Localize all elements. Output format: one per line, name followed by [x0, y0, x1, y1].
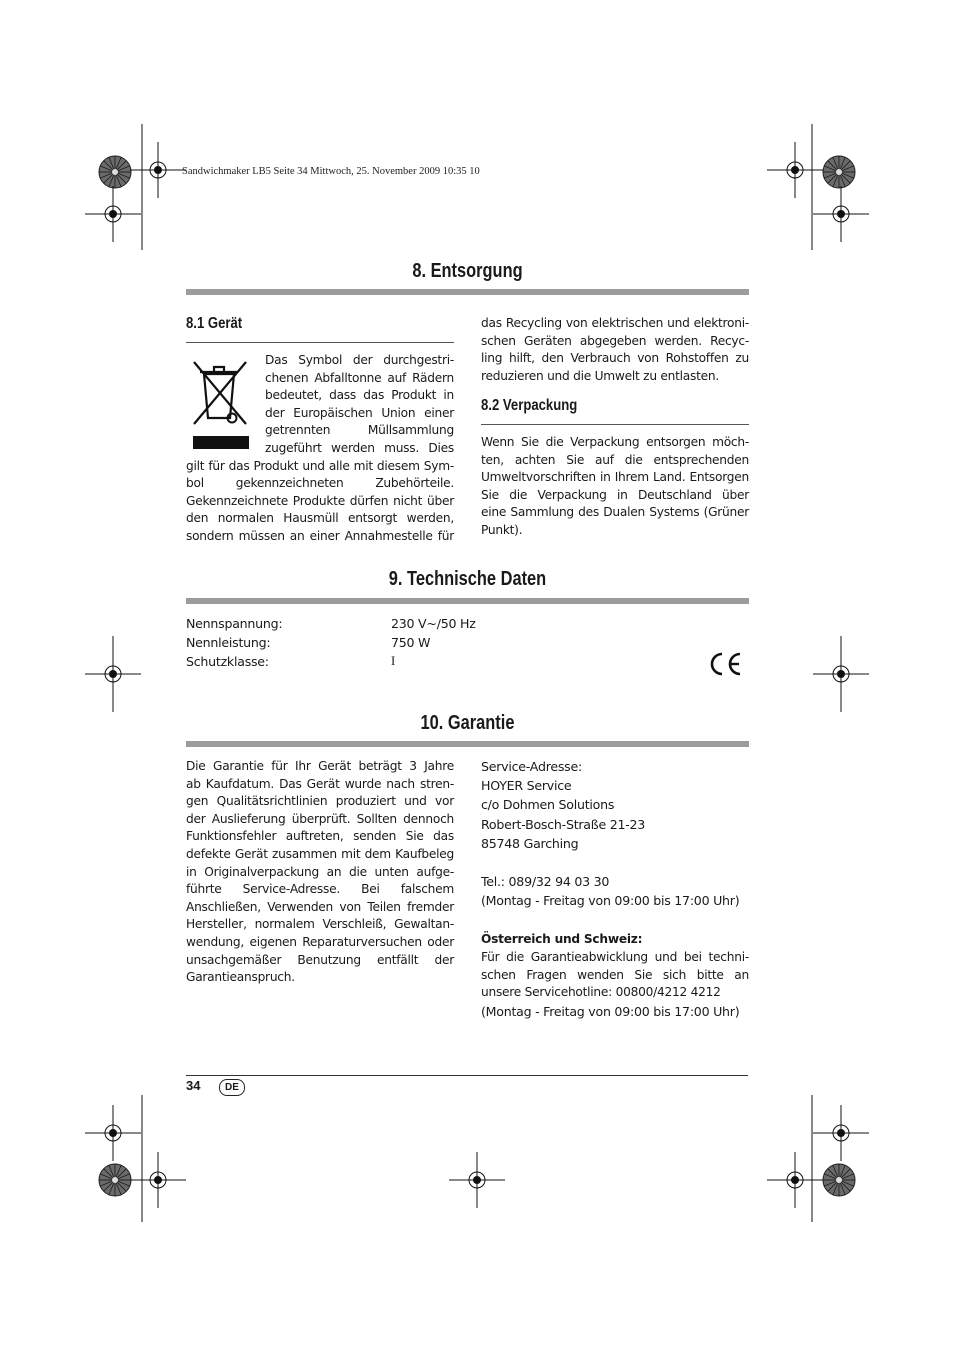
section-9-bar	[186, 598, 749, 604]
text-line: zugeführt werden muss. Dies	[265, 440, 454, 455]
guarantee-text	[186, 758, 454, 987]
text-line: unsachgemäßer Benutzung entfällt der	[186, 952, 454, 967]
service-address	[481, 757, 739, 911]
spec-values	[391, 614, 476, 671]
text-line: Garantieanspruch.	[186, 970, 295, 985]
section-8-2-text	[481, 434, 749, 540]
text-line: wendung, eigenen Reparaturversuchen oder	[186, 934, 454, 949]
spec-value-class: I	[391, 654, 395, 668]
text-line: Anschließen, Verwenden von Teilen fremder	[186, 899, 454, 914]
text-line: sondern müssen an einer Annahmestelle für	[186, 528, 454, 543]
text-line: das Recycling von elektrischen und elektroni-	[481, 316, 749, 330]
text-line: unsere Servicehotline: 00800/4212 4212	[481, 985, 721, 1000]
text-line: führte Service-Adresse. Bei falschem	[186, 882, 454, 897]
text-line: Das Symbol der durchgestri-	[265, 353, 454, 367]
text-line: der Auslieferung überprüft. Sollten dennoch	[186, 811, 454, 826]
section-10-title: 10. Garantie	[420, 712, 515, 734]
text-line: gen Qualitätsrichtlinien produziert und vor	[186, 794, 454, 809]
text-line: ling hilft, den Verbrauch von Rohstoffen zu	[481, 351, 749, 366]
hotline-hours: (Montag - Freitag von 09:00 bis 17:00 Uhr)	[481, 1004, 740, 1019]
spec-labels	[186, 614, 282, 671]
section-8-1-text-wrapped	[265, 352, 454, 458]
section-9-title: 9. Technische Daten	[388, 568, 547, 590]
text-line: schen Fragen wenden Sie sich bitte an	[481, 967, 749, 982]
address-line: Robert-Bosch-Straße 21-23	[481, 816, 646, 832]
section-8-bar	[186, 289, 749, 295]
section-8-2-title: 8.2 Verpackung	[481, 397, 578, 414]
spec-label-power: Nennleistung:	[186, 635, 271, 650]
text-line: Gekennzeichnete Produkte dürfen nicht über	[186, 493, 454, 508]
text-line: reduzieren und die Umwelt zu entlasten.	[481, 368, 719, 383]
spec-value-power: 750 W	[391, 635, 431, 650]
service-phone: Tel.: 089/32 94 03 30	[481, 874, 610, 890]
text-line: bedeutet, dass das Produkt in	[265, 388, 454, 403]
footer-rule	[186, 1075, 748, 1076]
text-line: schen Geräten abgegeben werden. Recyc-	[481, 333, 749, 348]
section-8-1-rule	[186, 342, 454, 343]
text-line: Hersteller, normalem Verschleiß, Gewaltan-	[186, 917, 454, 932]
austria-switzerland-text	[481, 949, 749, 1002]
text-line: Wenn Sie die Verpackung entsorgen möch-	[481, 435, 749, 449]
section-8-1-continued	[481, 315, 749, 385]
service-hours: (Montag - Freitag von 09:00 bis 17:00 Uhr)	[481, 893, 740, 909]
section-8-title: 8. Entsorgung	[412, 260, 523, 282]
text-line: Sie die Verpackung in Deutschland über	[481, 487, 749, 502]
spec-label-voltage: Nennspannung:	[186, 616, 283, 631]
weee-underbar	[193, 436, 249, 449]
address-line: HOYER Service	[481, 778, 572, 794]
spec-label-class: Schutzklasse:	[186, 654, 269, 669]
ce-mark-text: CE	[707, 651, 709, 652]
text-line: getrennten Müllsammlung	[265, 423, 454, 438]
print-slug: Sandwichmaker LB5 Seite 34 Mittwoch, 25. November 2009 10:35 10	[182, 166, 480, 177]
text-line: ten, achten Sie auf die entsprechenden	[481, 452, 749, 467]
spec-value-voltage: 230 V~/50 Hz	[391, 616, 476, 631]
text-line: ab Kaufdatum. Das Gerät wurde nach stren-	[186, 776, 454, 791]
text-line: chenen Abfalltonne auf Rädern	[265, 370, 454, 385]
text-line: Umweltvorschriften in Ihrem Land. Entsorgen	[481, 470, 749, 485]
text-line: Für die Garantieabwicklung und bei techni-	[481, 950, 749, 964]
austria-switzerland-title: Österreich und Schweiz:	[481, 932, 643, 946]
text-line: Funktionsfehler auftreten, senden Sie das	[186, 829, 454, 844]
text-line: bol gekennzeichneten Zubehörteile.	[186, 476, 454, 491]
address-line: c/o Dohmen Solutions	[481, 797, 615, 813]
page-number: 34	[186, 1078, 201, 1093]
text-line: gilt für das Produkt und alle mit diesem Sym-	[186, 458, 454, 473]
address-line: Service-Adresse:	[481, 759, 582, 774]
text-line: Punkt).	[481, 522, 523, 537]
text-line: defekte Gerät zusammen mit dem Kaufbeleg	[186, 846, 454, 861]
weee-icon	[190, 358, 250, 430]
text-line: in Originalverpackung an die unten aufge-	[186, 864, 454, 879]
section-10-bar	[186, 741, 749, 747]
text-line: den normalen Hausmüll entsorgt werden,	[186, 511, 454, 526]
ce-mark-icon	[707, 651, 743, 677]
section-8-1-text-full	[186, 458, 454, 546]
section-8-2-rule	[481, 424, 749, 425]
section-8-1-title: 8.1 Gerät	[186, 315, 243, 332]
text-line: eine Sammlung des Dualen Systems (Grüner	[481, 505, 749, 520]
language-badge: DE	[219, 1079, 245, 1096]
text-line: der Europäischen Union einer	[265, 405, 454, 420]
text-line: Die Garantie für Ihr Gerät beträgt 3 Jahre	[186, 759, 454, 773]
address-line: 85748 Garching	[481, 835, 579, 851]
